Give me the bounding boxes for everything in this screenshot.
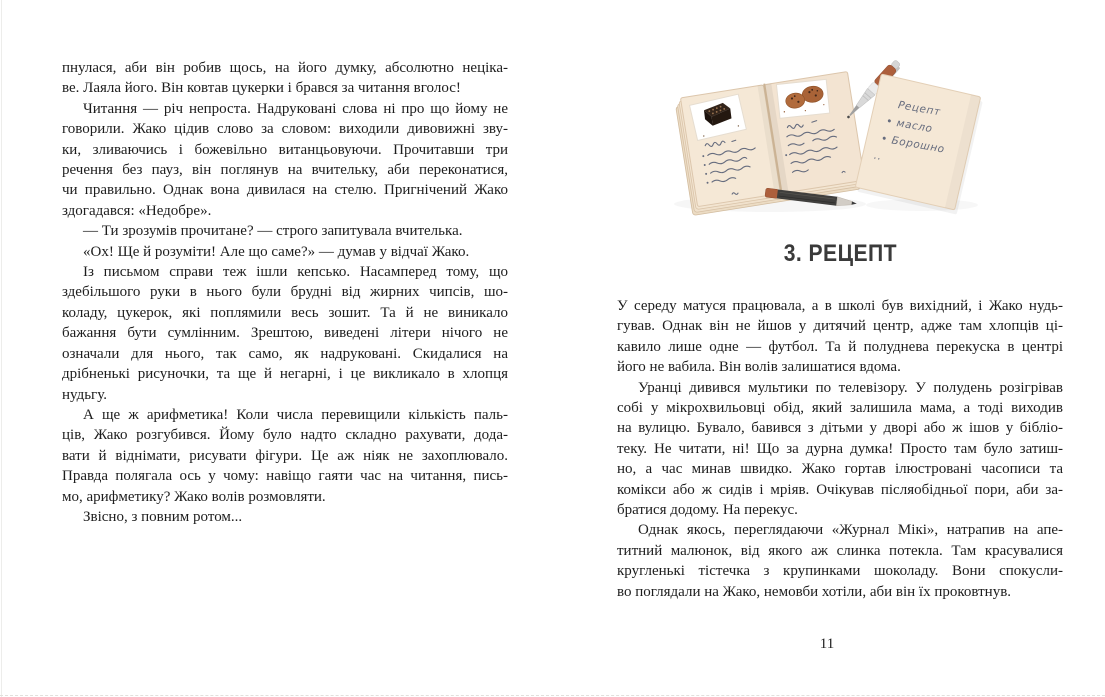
text-line: титний малюнок, від якого аж слинка потекла. Там красувалися [617,542,1063,559]
text-line: речення без пауз, він поглянув на вчительку, аби переконатися, [62,162,508,179]
chapter-illustration [650,52,990,237]
handwriting-line: Рецепт [897,99,942,119]
text-line: чи правильно. Однак вона дивилася на стелю. Пригнічений Жако [62,182,508,199]
text-line: во поглядали на Жако, немовби хотіли, аби він їх проковтнув. [617,583,1012,600]
illustration-svg [650,52,990,237]
text-line: бажання бути сумлінним. Зрештою, виведені літери нічого не [62,325,508,342]
left-page-text [62,58,508,527]
paragraph [62,507,508,527]
text-line: мо, арифметику? Жако волів розмовляти. [62,488,326,505]
text-line: Уранці дивився мультики по телевізору. У полудень розігрівав [638,379,1063,396]
paragraph [62,58,508,99]
text-line: Звісно, з повним ротом... [83,508,243,525]
text-line: ве. Лаяла його. Він ковтав цукерки і брався за читання вголос! [62,80,461,97]
scan-edge-bottom [0,695,1105,696]
paragraph [617,296,1063,378]
handwriting-line: .. [872,149,883,163]
handwriting-line: • масло [885,115,934,136]
text-line: А ще ж арифметика! Коли числа перевищили кількість паль- [83,406,508,423]
text-line: коладу, цукерок, які поплямили весь зошит. Та й не виникало [62,304,508,321]
text-line: Правда полягала ось у чому: навіщо гаяти час на читання, пись- [62,468,508,485]
cookies-photo [776,79,829,118]
text-line: означали для нього, так само, як надруковані. Скидалися на [62,345,508,362]
text-line: Однак якось, переглядаючи «Журнал Мікі», натрапив на апе- [638,522,1063,539]
text-line: кавило лише одне — футбол. Та й полуднева перекуска в центрі [617,338,1063,355]
text-line: собі у мікрохвильовці обід, який залишила мама, а тоді виходив [617,400,1063,417]
chapter-heading [617,240,1063,268]
paragraph [617,378,1063,521]
scan-edge-left [1,0,2,697]
paragraph [62,262,508,405]
paragraph [62,242,508,262]
text-line: Із письмом справи теж ішли кепсько. Насамперед тому, що [83,264,508,281]
text-line: нудьгу. [62,386,107,403]
text-line: комікси або ж сидів і мріяв. Очікував післяобідньої пори, аби за- [617,481,1063,498]
text-line: ки, зливаючись і божевільно витанцьовуючи. Прочитавши три [62,141,508,158]
handwriting-line: • Борошно [879,132,946,156]
text-line: вати й віднімати, рисувати фігури. Це аж ніяк не захоплювало. [62,447,508,464]
right-page-text [617,296,1063,602]
paragraph [62,405,508,507]
text-line: на вулицю. Бувало, бавився з дітьми у дворі або ж ішов у бібліо- [617,420,1063,437]
text-line: здебільшого руки в нього були брудні від жирних чипсів, шо- [62,284,508,301]
text-line: братися додому. На перекус. [617,502,798,519]
chapter-heading-text: 3. РЕЦЕПТ [783,240,897,267]
paragraph [62,221,508,241]
page-number: 11 [819,636,835,652]
text-line: кругленькі тістечка з крупинками шоколаду. Вони спокусли- [617,563,1063,580]
paragraph [617,520,1063,602]
text-line: — Ти зрозумів прочитане? — строго запитувала вчителька. [83,223,463,240]
text-line: но, а час минав швидко. Жако гортав ілюстровані часописи та [617,461,1063,478]
text-line: говорили. Жако цідив слово за словом: виходили дивовижні зву- [62,121,508,138]
text-line: пнулася, аби він робив щось, на його думку, абсолютно неціка- [62,60,508,76]
text-line: його не вабила. Він волів залишатися вдома. [617,359,901,376]
paragraph [62,99,508,221]
text-line: гував. Однак він не йшов у дитячий центр, адже там хлопців ці- [617,318,1063,335]
text-line: «Ох! Ще й розуміти! Але що саме?» — думав у відчаї Жако. [83,243,470,260]
text-line: теку. Не читати, ні! Що за дурна думка! Просто там було затиш- [617,440,1063,457]
text-line: здогадався: «Недобре». [62,202,212,219]
text-line: дрібненькі рисуночки, та ще й негарні, і це викликало в хлопця [62,366,508,383]
text-line: У середу матуся працювала, а в школі був вихідний, і Жако нудь- [617,298,1063,314]
text-line: Читання — річ непроста. Надруковані слова ні про що йому не [83,100,508,117]
text-line: ців, Жако розгубився. Йому було надто складно рахувати, дода- [62,427,508,444]
